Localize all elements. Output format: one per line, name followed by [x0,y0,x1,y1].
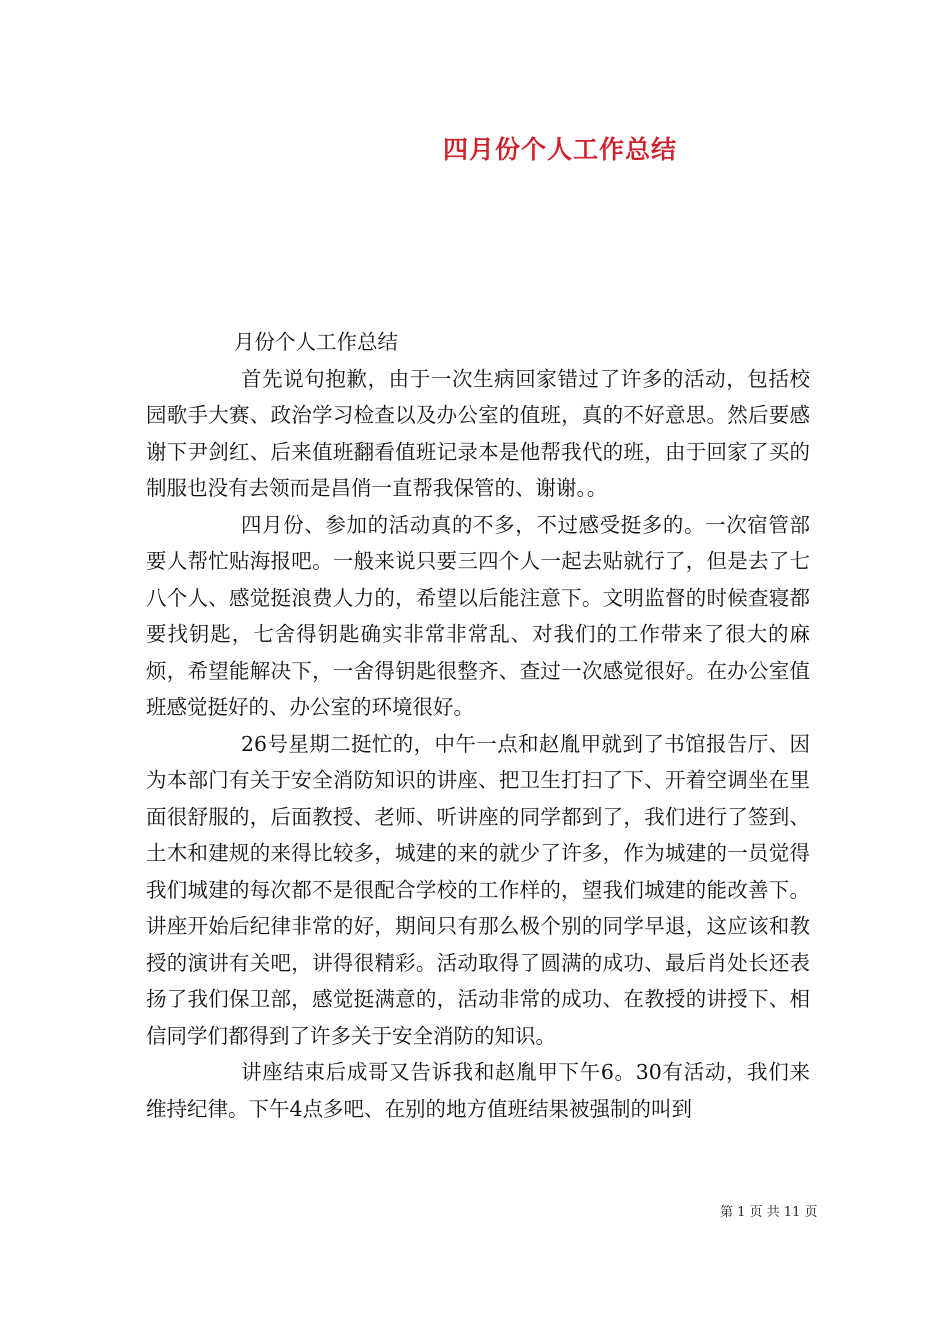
paragraph-2: 四月份、参加的活动真的不多，不过感受挺多的。一次宿管部要人帮忙贴海报吧。一般来说只要三四个人一起去贴就行了，但是去了七八个人、感觉挺浪费人力的，希望以后能注意下。文明监督的时候查寝都要找钥匙，七舍得钥匙确实非常非常乱、对我们的工作带来了很大的麻烦，希望能解决下，一舍得钥匙很整齐、查过一次感觉很好。在办公室值班感觉挺好的、办公室的环境很好。 [146,512,810,719]
document-title: 四月份个人工作总结 [442,135,677,164]
document-subtitle: 月份个人工作总结 [234,330,398,354]
paragraph-4: 讲座结束后成哥又告诉我和赵胤甲下午6。30有活动，我们来维持纪律。下午4点多吧、在别的地方值班结果被强制的叫到 [146,1060,810,1121]
paragraph-3: 26号星期二挺忙的，中午一点和赵胤甲就到了书馆报告厅、因为本部门有关于安全消防知识的讲座、把卫生打扫了下、开着空调坐在里面很舒服的，后面教授、老师、听讲座的同学都到了，我们进行了签到、土木和建规的来得比较多，城建的来的就少了许多，作为城建的一员觉得我们城建的每次都不是很配合学校的工作样的，望我们城建的能改善下。讲座开始后纪律非常的好，期间只有那么极个别的同学早退，这应该和教授的演讲有关吧，讲得很精彩。活动取得了圆满的成功、最后肖处长还表扬了我们保卫部，感觉挺满意的，活动非常的成功、在教授的讲授下、相信同学们都得到了许多关于安全消防的知识。 [146,731,810,1048]
page-number-footer: 第 1 页 共 11 页 [720,1205,818,1220]
document-body [146,324,810,1127]
paragraph-1: 首先说句抱歉，由于一次生病回家错过了许多的活动，包括校园歌手大赛、政治学习检查以及办公室的值班，真的不好意思。然后要感谢下尹剑红、后来值班翻看值班记录本是他帮我代的班，由于回家了买的制服也没有去领而是昌俏一直帮我保管的、谢谢。。 [146,366,810,500]
